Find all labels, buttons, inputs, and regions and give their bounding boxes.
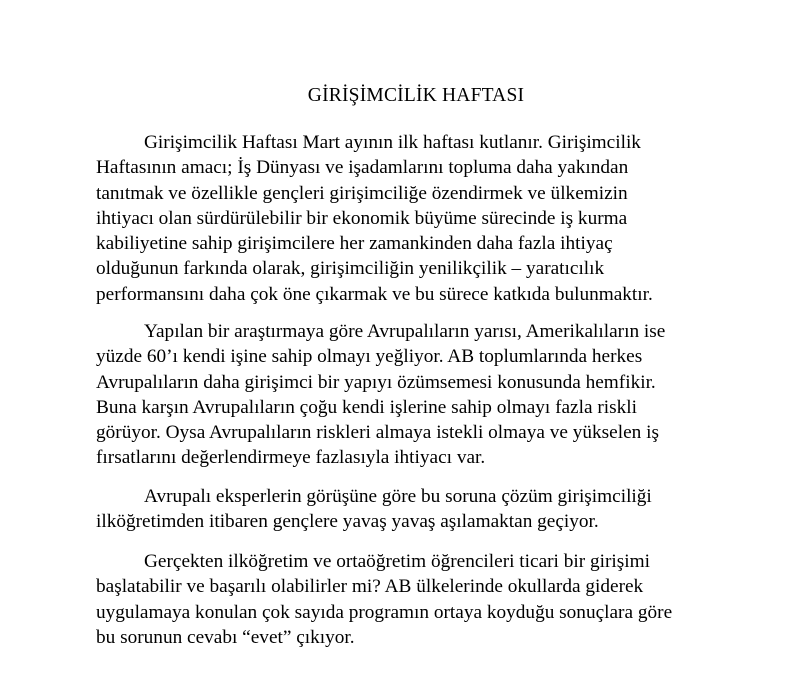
paragraph-line: Yapılan bir araştırmaya göre Avrupalıların yarısı, Amerikalıların ise xyxy=(144,321,666,342)
paragraph-line: performansını daha çok öne çıkarmak ve bu sürece katkıda bulunmaktır. xyxy=(96,283,653,305)
paragraph-line: ihtiyacı olan sürdürülebilir bir ekonomik büyüme sürecinde iş kurma xyxy=(96,207,628,229)
paragraph-line: Haftasının amacı; İş Dünyası ve işadamlarını topluma daha yakından xyxy=(96,157,629,179)
paragraph-line: başlatabilir ve başarılı olabilirler mi? AB ülkelerinde okullarda giderek xyxy=(96,576,644,598)
paragraph-2 xyxy=(96,319,736,471)
paragraph-line: yüzde 60’ı kendi işine sahip olmayı yeğliyor. AB toplumlarında herkes xyxy=(96,346,643,368)
paragraph-1 xyxy=(96,130,736,307)
paragraph-3 xyxy=(96,484,736,535)
paragraph-line: Buna karşın Avrupalıların çoğu kendi işlerine sahip olmayı fazla riskli xyxy=(96,396,637,418)
paragraph-line: Gerçekten ilköğretim ve ortaöğretim öğrencileri ticari bir girişimi xyxy=(144,551,650,572)
paragraph-line: fırsatlarını değerlendirmeye fazlasıyla ihtiyacı var. xyxy=(96,447,486,469)
paragraph-line: olduğunun farkında olarak, girişimciliğin yenilikçilik – yaratıcılık xyxy=(96,258,605,280)
paragraph-line: uygulamaya konulan çok sayıda programın ortaya koyduğu sonuçlara göre xyxy=(96,601,673,623)
paragraph-line: Avrupalı eksperlerin görüşüne göre bu soruna çözüm girişimciliği xyxy=(144,486,652,507)
paragraph-line: görüyor. Oysa Avrupalıların riskleri almaya istekli olmaya ve yükselen iş xyxy=(96,422,659,444)
paragraph-line: Girişimcilik Haftası Mart ayının ilk haftası kutlanır. Girişimcilik xyxy=(144,132,641,153)
paragraph-line: Avrupalıların daha girişimci bir yapıyı özümsemesi konusunda hemfikir. xyxy=(96,371,656,393)
paragraph-line: bu sorunun cevabı “evet” çıkıyor. xyxy=(96,626,355,648)
paragraph-4 xyxy=(96,549,736,650)
paragraph-line: tanıtmak ve özellikle gençleri girişimciliğe özendirmek ve ülkemizin xyxy=(96,182,628,204)
paragraph-line: ilköğretimden itibaren gençlere yavaş yavaş aşılamaktan geçiyor. xyxy=(96,511,599,533)
paragraph-line: kabiliyetine sahip girişimcilere her zamankinden daha fazla ihtiyaç xyxy=(96,233,613,255)
document-title: GİRİŞİMCİLİK HAFTASI xyxy=(307,85,525,106)
